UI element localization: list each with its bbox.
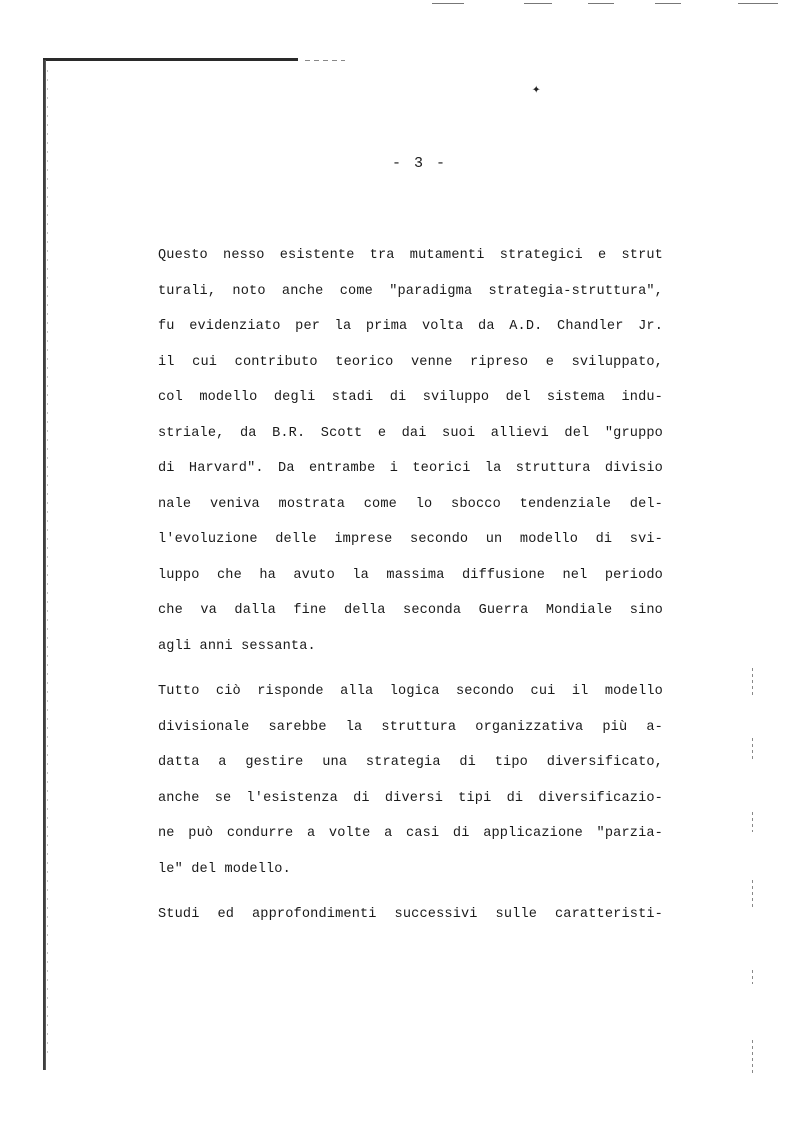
paragraph [158, 674, 663, 887]
paragraph [158, 238, 663, 664]
paragraph-gap [158, 664, 663, 674]
scan-mark [752, 812, 753, 832]
text-line: luppo che ha avuto la massima diffusione nel periodo [158, 567, 663, 583]
scan-mark [752, 668, 753, 698]
text-line: anche se l'esistenza di diversi tipi di diversificazio- [158, 790, 663, 806]
scan-mark [655, 3, 681, 4]
text-line: che va dalla fine della seconda Guerra Mondiale sino [158, 603, 663, 618]
scan-mark [752, 1040, 753, 1076]
text-line: Studi ed approfondimenti successivi sulle caratteristi- [158, 907, 663, 922]
scan-mark [738, 3, 778, 4]
scan-mark [752, 738, 753, 760]
top-binding-rule [43, 58, 298, 61]
text-line: divisionale sarebbe la struttura organizzativa più a- [158, 719, 663, 735]
paragraph-gap [158, 887, 663, 897]
text-line: nale veniva mostrata come lo sbocco tendenziale del- [158, 496, 663, 512]
text-line: agli anni sessanta. [158, 638, 316, 654]
scan-mark [752, 880, 753, 908]
text-line: fu evidenziato per la prima volta da A.D. Chandler Jr. [158, 319, 663, 334]
scan-mark [432, 3, 464, 4]
text-line: turali, noto anche come "paradigma strategia-struttura", [158, 283, 663, 299]
text-line: il cui contributo teorico venne ripreso e sviluppato, [158, 354, 663, 370]
text-line: datta a gestire una strategia di tipo diversificato, [158, 755, 663, 770]
body-text [158, 238, 663, 933]
text-line: ne può condurre a volte a casi di applicazione "parzia- [158, 826, 663, 841]
text-line: le" del modello. [158, 861, 291, 877]
scan-mark [524, 3, 552, 4]
left-binding-speckle [47, 70, 48, 1060]
ink-speck: ✦ [532, 82, 541, 98]
scan-mark [752, 970, 753, 984]
text-line: striale, da B.R. Scott e dai suoi allievi del "gruppo [158, 425, 663, 441]
top-binding-rule-tail [305, 60, 345, 61]
paragraph [158, 897, 663, 933]
text-line: di Harvard". Da entrambe i teorici la struttura divisio [158, 461, 663, 476]
text-line: Questo nesso esistente tra mutamenti strategici e strut [158, 248, 663, 263]
scan-mark [588, 3, 614, 4]
text-line: col modello degli stadi di sviluppo del sistema indu- [158, 390, 663, 405]
left-binding-rule [43, 60, 46, 1070]
text-line: Tutto ciò risponde alla logica secondo cui il modello [158, 684, 663, 699]
text-line: l'evoluzione delle imprese secondo un modello di svi- [158, 532, 663, 547]
page-number: - 3 - [392, 155, 448, 172]
